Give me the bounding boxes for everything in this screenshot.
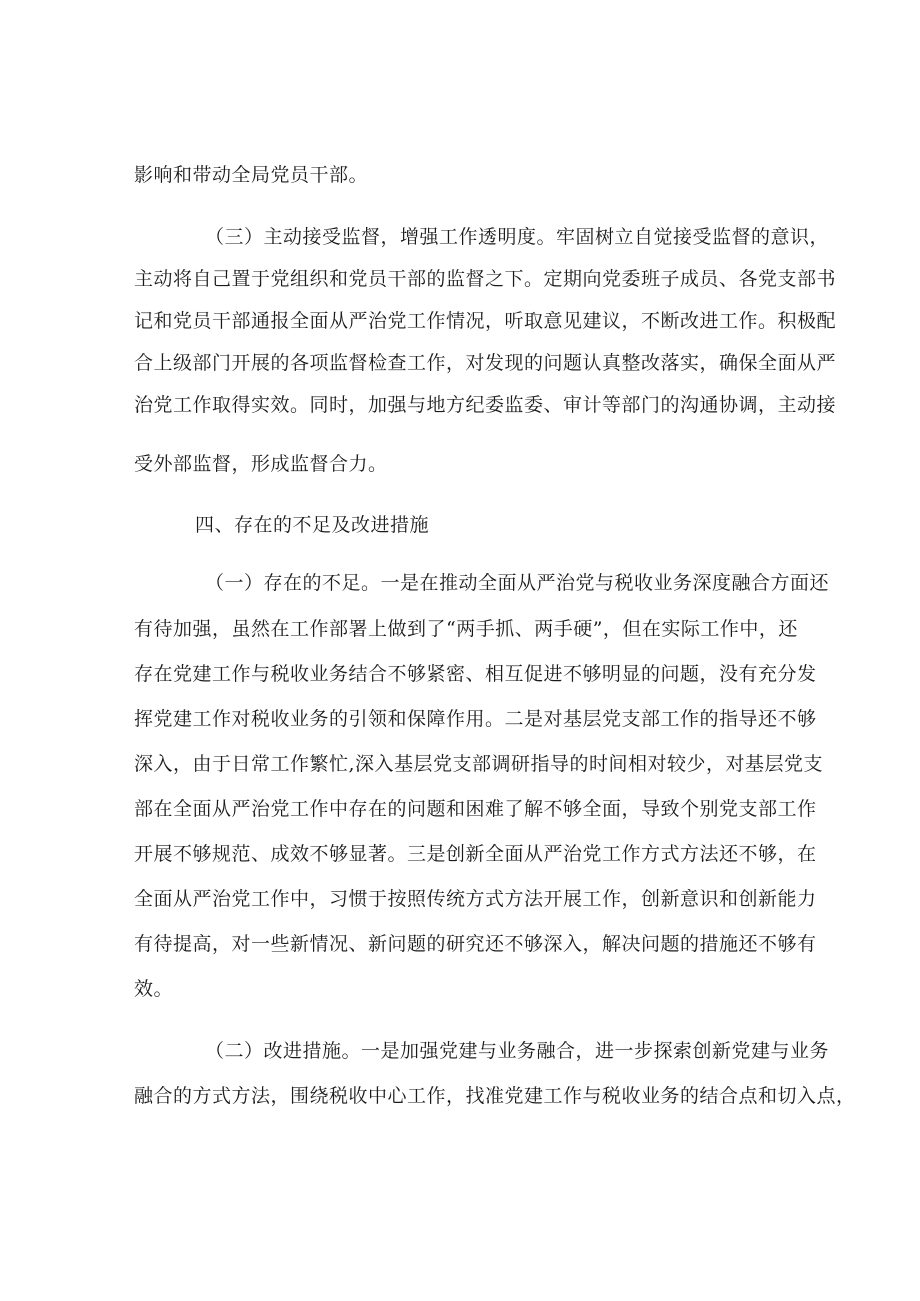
paragraph-line: （三）主动接受监督，增强工作透明度。牢固树立自觉接受监督的意识， <box>205 226 830 248</box>
section-heading: 四、存在的不足及改进措施 <box>195 514 430 536</box>
paragraph-line: 影响和带动全局党员干部。 <box>134 164 369 186</box>
paragraph-line: 受外部监督，形成监督合力。 <box>134 453 388 475</box>
paragraph-line: 存在党建工作与税收业务结合不够紧密、相互促进不够明显的问题，没有充分发 <box>134 663 817 685</box>
paragraph-line: 部在全面从严治党工作中存在的问题和困难了解不够全面，导致个别党支部工作 <box>134 798 817 820</box>
paragraph-line: 记和党员干部通报全面从严治党工作情况，听取意见建议，不断改进工作。积极配 <box>134 310 837 332</box>
paragraph-line: 开展不够规范、成效不够显著。三是创新全面从严治党工作方式方法还不够，在 <box>134 843 817 865</box>
paragraph-line: 合上级部门开展的各项监督检查工作，对发现的问题认真整改落实，确保全面从严 <box>134 352 837 374</box>
paragraph-line: 深入，由于日常工作繁忙,深入基层党支部调研指导的时间相对较少，对基层党支 <box>134 753 824 775</box>
paragraph-line: 全面从严治党工作中，习惯于按照传统方式方法开展工作，创新意识和创新能力 <box>134 888 817 910</box>
paragraph-line: 治党工作取得实效。同时，加强与地方纪委监委、审计等部门的沟通协调，主动接 <box>134 394 837 416</box>
paragraph-line: 有待加强，虽然在工作部署上做到了“两手抓、两手硬”，但在实际工作中，还 <box>134 618 798 640</box>
paragraph-line: 挥党建工作对税收业务的引领和保障作用。二是对基层党支部工作的指导还不够 <box>134 708 817 730</box>
paragraph-line: 效。 <box>134 978 174 1000</box>
paragraph-line: 融合的方式方法，围绕税收中心工作，找准党建工作与税收业务的结合点和切入点， <box>134 1085 856 1107</box>
paragraph-line: （二）改进措施。一是加强党建与业务融合，进一步探索创新党建与业务 <box>205 1040 830 1062</box>
paragraph-line: 主动将自己置于党组织和党员干部的监督之下。定期向党委班子成员、各党支部书 <box>134 268 837 290</box>
paragraph-line: （一）存在的不足。一是在推动全面从严治党与税收业务深度融合方面还 <box>205 572 830 594</box>
paragraph-line: 有待提高，对一些新情况、新问题的研究还不够深入，解决问题的措施还不够有 <box>134 933 817 955</box>
